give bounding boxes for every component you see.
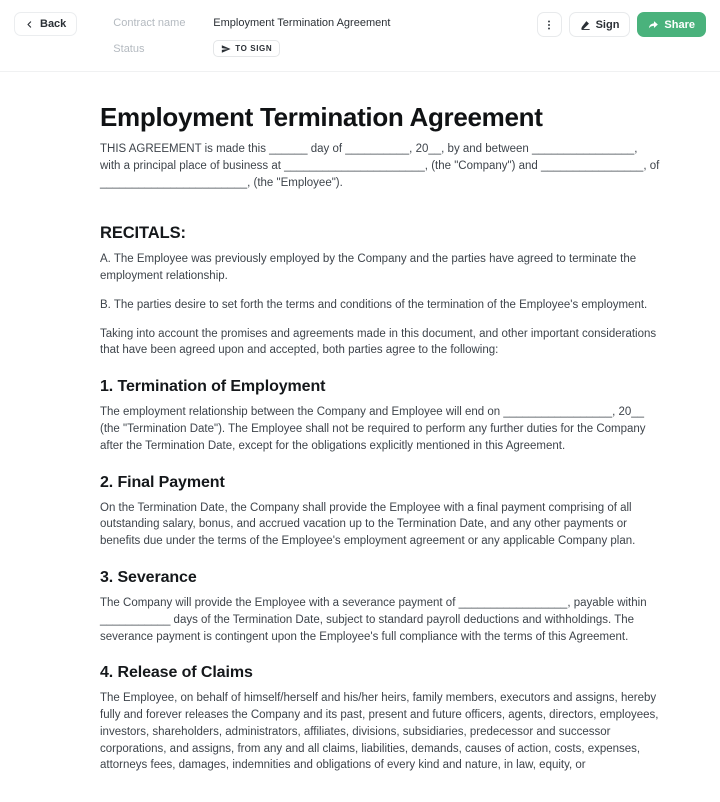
- section-paragraph: On the Termination Date, the Company shall provide the Employee with a final payment comprising of all outstanding salary, bonus, and accrued vacation up to the Termination Date, and any other payments or benefits due under the terms of the Employee's employment agreement or any applicable Company plan.: [100, 501, 636, 548]
- back-button-label: Back: [40, 18, 67, 30]
- recital-a-paragraph: A. The Employee was previously employed by the Company and the parties have agreed to terminate the employment relationship.: [100, 253, 637, 283]
- section-paragraph: The Employee, on behalf of himself/herself and his/her heirs, family members, executors and assigns, hereby fully and forever releases the Company and its past, present and future officers, agents, directors, employees, investors, shareholders, administrators, affiliates, divisions, subsidiaries, predecessor and successor corporations, and assigns, from any and all claims, liabilities, demands, causes of action, costs, expenses, attorneys fees, damages, indemnities and obligations of every kind and nature, in law, equity, or: [100, 692, 659, 772]
- section-heading: 4. Release of Claims: [100, 664, 253, 682]
- section-termination-of-employment: [100, 378, 660, 454]
- contract-name-label: Contract name: [113, 17, 186, 29]
- section-heading: RECITALS:: [100, 224, 186, 243]
- top-bar: [0, 0, 720, 72]
- section-heading: 1. Termination of Employment: [100, 378, 326, 396]
- section-heading: 3. Severance: [100, 568, 197, 586]
- recitals-closing-paragraph: Taking into account the promises and agreements made in this document, and other important considerations that have been agreed upon and accepted, both parties agree to the following:: [100, 327, 657, 357]
- section-final-payment: [100, 474, 660, 550]
- status-label: Status: [113, 42, 145, 55]
- status-badge-label: TO SIGN: [235, 44, 273, 53]
- status-row: [113, 40, 390, 57]
- contract-document: [100, 102, 660, 774]
- section-heading: 2. Final Payment: [100, 473, 225, 491]
- section-recitals: [100, 224, 660, 359]
- recital-b-paragraph: B. The parties desire to set forth the terms and conditions of the termination of the Employee's employment.: [100, 298, 648, 311]
- header-actions: [537, 12, 706, 37]
- contract-meta: [113, 12, 390, 57]
- document-page: [0, 72, 720, 774]
- section-severance: [100, 569, 660, 645]
- more-options-button[interactable]: [537, 12, 562, 37]
- section-paragraph: The employment relationship between the Company and Employee will end on _________________, 20__ (the "Termination Date"). The Employee shall not be required to perform any further duties for the Company after the Termination Date, except for the obligations explicitly mentioned in this Agreement.: [100, 406, 646, 452]
- share-button[interactable]: [637, 12, 706, 37]
- intro-paragraph: THIS AGREEMENT is made this ______ day of __________, 20__, by and between ________________, with a principal place of business at ______________________, (the "Company") and ________________, of _______________________, (the "Employee").: [100, 143, 660, 189]
- section-release-of-claims: [100, 664, 660, 774]
- share-arrow-icon: [648, 19, 659, 30]
- back-button[interactable]: [14, 12, 77, 36]
- status-badge[interactable]: [213, 40, 280, 57]
- signature-pen-icon: [580, 19, 591, 30]
- sign-button[interactable]: [569, 12, 631, 37]
- sign-button-label: Sign: [595, 18, 620, 31]
- section-paragraph: The Company will provide the Employee with a severance payment of _________________, payable within ___________ days of the Termination Date, subject to standard payroll deductions and withholdings. The severance payment is contingent upon the Employee's full compliance with the terms of this Agreement.: [100, 596, 647, 643]
- chevron-left-icon: [25, 20, 34, 29]
- contract-name-value: Employment Termination Agreement: [213, 17, 391, 29]
- contract-name-row: [113, 15, 390, 31]
- document-title: Employment Termination Agreement: [100, 102, 543, 132]
- kebab-menu-icon: [543, 19, 555, 31]
- paper-plane-icon: [221, 44, 231, 54]
- share-button-label: Share: [664, 18, 695, 31]
